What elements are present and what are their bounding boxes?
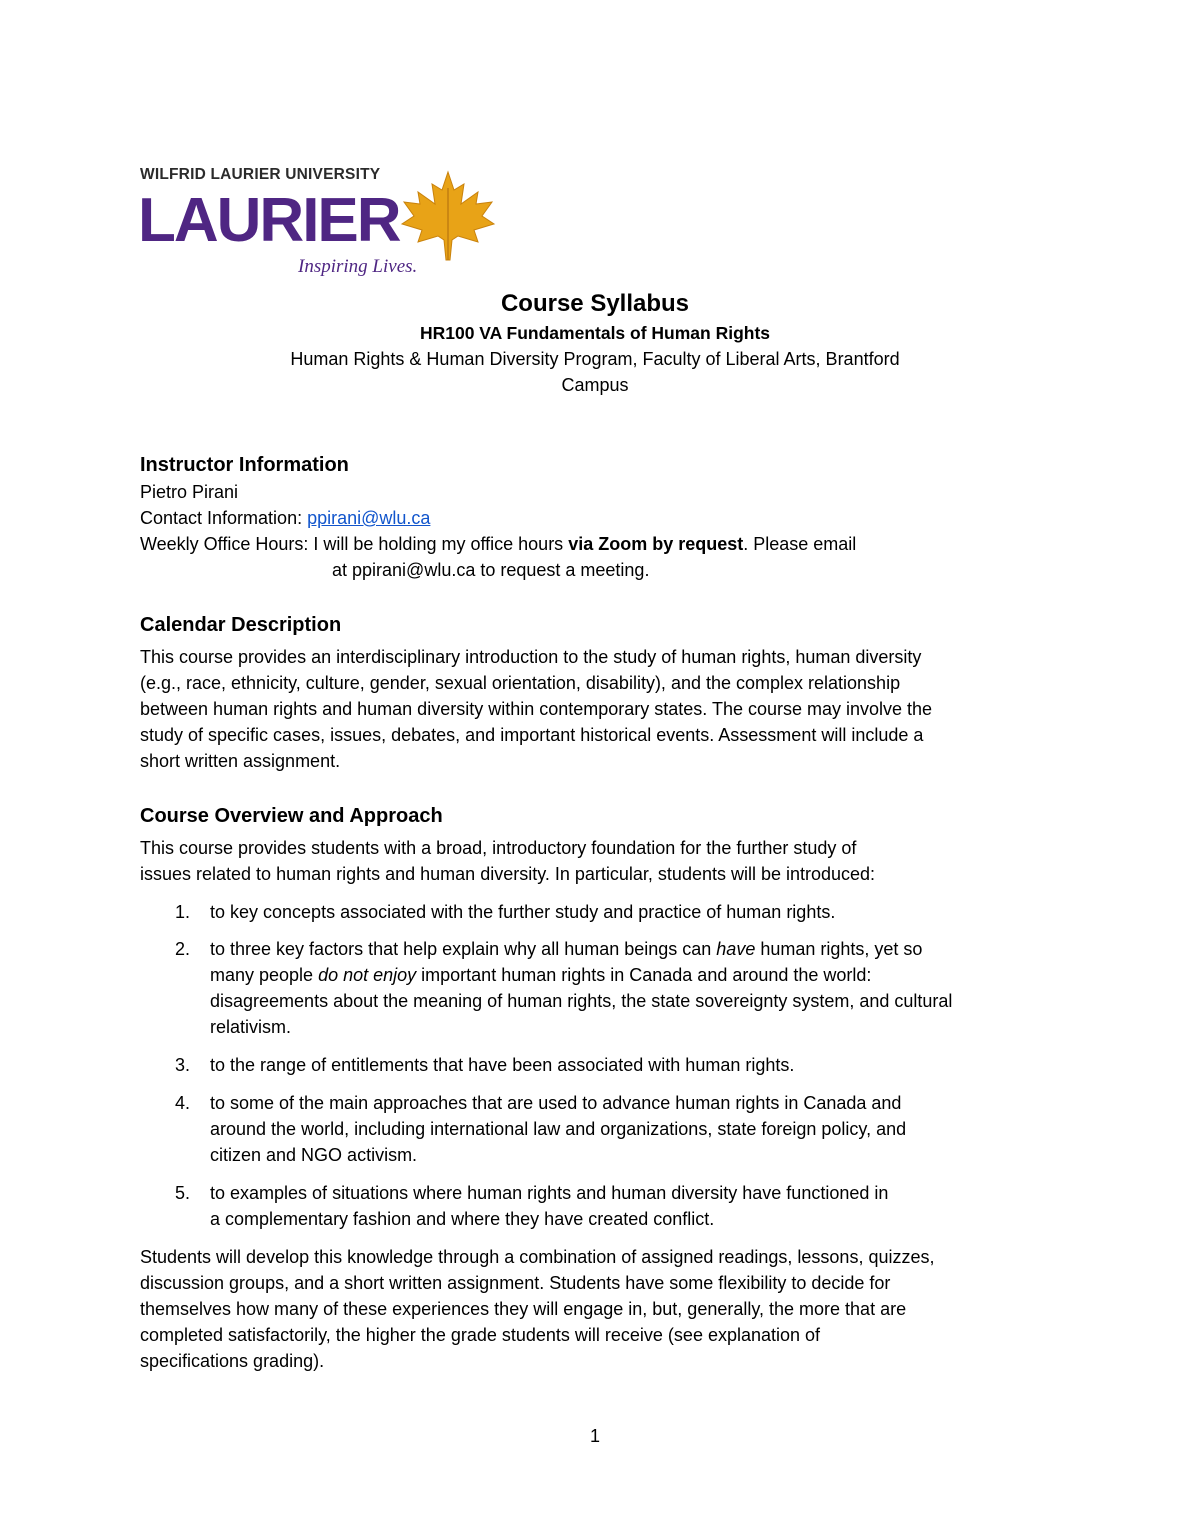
logo-tagline: Inspiring Lives. (298, 256, 418, 277)
list-number: 1. (175, 902, 191, 922)
logo-wordmark: LAURIER (138, 186, 400, 255)
office-hours-line (140, 534, 856, 555)
instructor-name: Pietro Pirani (140, 482, 239, 502)
list-item-text: to three key factors that help explain why all human beings can have human rights, yet so (210, 939, 923, 959)
list-item-text: around the world, including international law and organizations, state foreign policy, and (210, 1119, 907, 1139)
overview-intro-line: issues related to human rights and human diversity. In particular, students will be introduced: (140, 864, 876, 884)
calendar-text-line: between human rights and human diversity within contemporary states. The course may involve the (140, 699, 933, 719)
closing-text-line: specifications grading). (140, 1351, 325, 1371)
office-hours-rest: . Please email (743, 534, 857, 554)
list-item-text: disagreements about the meaning of human rights, the state sovereignty system, and cultural (210, 991, 953, 1011)
course-title: HR100 VA Fundamentals of Human Rights (419, 323, 771, 343)
list-number: 2. (175, 939, 191, 959)
closing-text-line: completed satisfactorily, the higher the grade students will receive (see explanation of (140, 1325, 821, 1345)
list-item-text: to examples of situations where human rights and human diversity have functioned in (210, 1183, 889, 1203)
contact-email-link[interactable]: ppirani@wlu.ca (307, 508, 431, 528)
instructor-heading: Instructor Information (140, 454, 349, 476)
calendar-text-line: (e.g., race, ethnicity, culture, gender, sexual orientation, disability), and the complex relationship (140, 673, 901, 693)
program-line-1: Human Rights & Human Diversity Program, Faculty of Liberal Arts, Brantford (290, 349, 900, 369)
program-line-2: Campus (561, 375, 629, 395)
logo-university-name: WILFRID LAURIER UNIVERSITY (140, 166, 381, 183)
closing-text-line: themselves how many of these experiences they will engage in, but, generally, the more that are (140, 1299, 907, 1319)
office-hours-label: Weekly Office Hours: I will be holding my office hours (140, 534, 569, 554)
page-number: 1 (589, 1426, 600, 1446)
calendar-text-line: This course provides an interdisciplinary introduction to the study of human rights, human diversity (140, 647, 922, 667)
university-logo (138, 160, 508, 285)
maple-leaf-icon (398, 168, 498, 268)
list-item-text: to some of the main approaches that are used to advance human rights in Canada and (210, 1093, 902, 1113)
calendar-heading: Calendar Description (140, 614, 342, 636)
list-item-text: a complementary fashion and where they have created conflict. (210, 1209, 715, 1229)
list-number: 4. (175, 1093, 191, 1113)
list-number: 5. (175, 1183, 191, 1203)
closing-text-line: Students will develop this knowledge through a combination of assigned readings, lessons, quizzes, (140, 1247, 935, 1267)
closing-text-line: discussion groups, and a short written assignment. Students have some flexibility to decide for (140, 1273, 891, 1293)
document-title: Course Syllabus (500, 290, 690, 317)
calendar-text-line: short written assignment. (140, 751, 341, 771)
overview-heading: Course Overview and Approach (140, 805, 443, 827)
overview-intro-line: This course provides students with a broad, introductory foundation for the further study of (140, 838, 857, 858)
list-item-text: to key concepts associated with the further study and practice of human rights. (210, 902, 836, 922)
contact-line (140, 508, 430, 529)
list-item-text: many people do not enjoy important human rights in Canada and around the world: (210, 965, 872, 985)
list-number: 3. (175, 1055, 191, 1075)
list-item-text: citizen and NGO activism. (210, 1145, 418, 1165)
office-hours-method: via Zoom by request (568, 534, 744, 554)
contact-label: Contact Information: (140, 508, 308, 528)
office-hours-line-2: at ppirani@wlu.ca to request a meeting. (332, 560, 650, 580)
calendar-text-line: study of specific cases, issues, debates, and important historical events. Assessment will include a (140, 725, 924, 745)
list-item-text: relativism. (210, 1017, 292, 1037)
list-item-text: to the range of entitlements that have been associated with human rights. (210, 1055, 795, 1075)
